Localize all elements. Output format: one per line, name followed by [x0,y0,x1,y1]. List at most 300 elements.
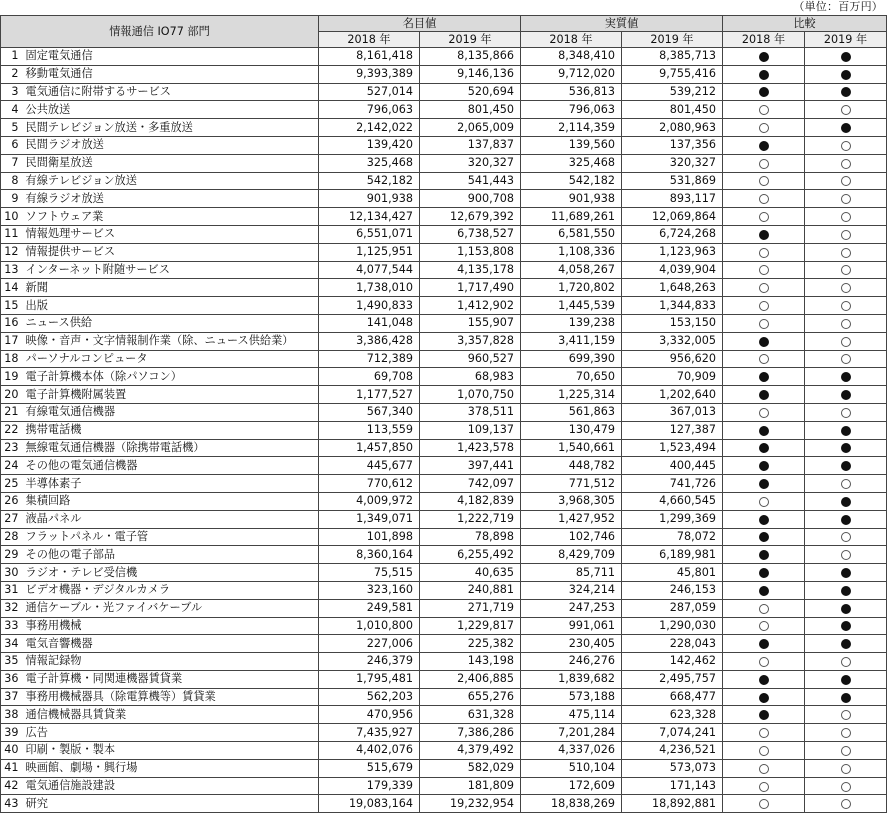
real-2019-value: 539,212 [622,83,723,101]
compare-2019-cell [805,297,887,315]
empty-circle-icon [759,354,769,364]
compare-2019-cell [805,350,887,368]
nominal-2019-value: 143,198 [420,653,521,671]
sector-name: 情報提供サービス [23,243,319,261]
sector-name: 固定電気通信 [23,48,319,66]
table-row [1,599,887,617]
filled-circle-icon [841,123,851,133]
row-number: 13 [1,261,23,279]
nominal-2018-value: 69,708 [319,368,420,386]
compare-2018-cell [723,65,805,83]
row-number: 21 [1,403,23,421]
sector-name: 有線テレビジョン放送 [23,172,319,190]
real-2018-value: 11,689,261 [521,208,622,226]
empty-circle-icon [759,123,769,133]
real-2018-value: 324,214 [521,581,622,599]
row-number: 12 [1,243,23,261]
sector-name: ビデオ機器・デジタルカメラ [23,581,319,599]
real-2018-value: 3,968,305 [521,492,622,510]
row-number: 14 [1,279,23,297]
nominal-2018-value: 4,009,972 [319,492,420,510]
nominal-2019-value: 68,983 [420,368,521,386]
nominal-2018-value: 712,389 [319,350,420,368]
nominal-2018-value: 325,468 [319,154,420,172]
filled-circle-icon [841,639,851,649]
compare-2018-cell [723,759,805,777]
compare-2018-cell [723,510,805,528]
real-2018-value: 991,061 [521,617,622,635]
sector-name: 移動電気通信 [23,65,319,83]
sector-name: 民間ラジオ放送 [23,136,319,154]
sector-name: その他の電子部品 [23,546,319,564]
table-row [1,386,887,404]
compare-2019-cell [805,759,887,777]
real-2018-value: 796,063 [521,101,622,119]
real-2018-value: 536,813 [521,83,622,101]
compare-2018-cell [723,48,805,66]
nominal-2019-value: 1,222,719 [420,510,521,528]
compare-2019-cell [805,528,887,546]
nominal-2019-value: 320,327 [420,154,521,172]
compare-2019-cell [805,457,887,475]
nominal-2019-value: 109,137 [420,421,521,439]
real-2018-value: 2,114,359 [521,119,622,137]
compare-2018-cell [723,297,805,315]
empty-circle-icon [841,301,851,311]
compare-2019-cell [805,742,887,760]
empty-circle-icon [759,159,769,169]
filled-circle-icon [841,372,851,382]
real-2019-value: 287,059 [622,599,723,617]
compare-2019-cell [805,172,887,190]
row-number: 36 [1,670,23,688]
compare-2019-cell [805,724,887,742]
sector-name: 電子計算機本体（除パソコン） [23,368,319,386]
compare-2019-cell [805,368,887,386]
empty-circle-icon [841,283,851,293]
real-2018-value: 1,108,336 [521,243,622,261]
real-2018-value: 542,182 [521,172,622,190]
table-row [1,510,887,528]
empty-circle-icon [841,657,851,667]
empty-circle-icon [841,408,851,418]
compare-2018-cell [723,617,805,635]
compare-2019-cell [805,243,887,261]
nominal-2018-value: 8,161,418 [319,48,420,66]
row-number: 16 [1,314,23,332]
real-2019-value: 4,236,521 [622,742,723,760]
row-number: 20 [1,386,23,404]
sector-name: 公共放送 [23,101,319,119]
row-number: 5 [1,119,23,137]
real-2019-value: 623,328 [622,706,723,724]
nominal-2019-value: 155,907 [420,314,521,332]
filled-circle-icon [841,497,851,507]
nominal-2018-value: 1,738,010 [319,279,420,297]
real-2019-value: 246,153 [622,581,723,599]
compare-2018-cell [723,546,805,564]
real-2019-value: 228,043 [622,635,723,653]
real-2018-value: 139,238 [521,314,622,332]
filled-circle-icon [841,426,851,436]
real-2019-value: 6,724,268 [622,225,723,243]
compare-2018-cell [723,457,805,475]
sector-name: 液晶パネル [23,510,319,528]
table-row [1,706,887,724]
compare-2019-cell [805,403,887,421]
nominal-2019-value: 8,135,866 [420,48,521,66]
empty-circle-icon [759,265,769,275]
compare-2019-cell [805,190,887,208]
sector-name: 電気音響機器 [23,635,319,653]
real-2018-value: 230,405 [521,635,622,653]
real-2019-value: 1,344,833 [622,297,723,315]
row-number: 18 [1,350,23,368]
nominal-2018-value: 3,386,428 [319,332,420,350]
filled-circle-icon [759,532,769,542]
nominal-2019-value: 271,719 [420,599,521,617]
nominal-2018-value: 75,515 [319,564,420,582]
table-row [1,742,887,760]
empty-circle-icon [759,105,769,115]
table-row [1,475,887,493]
filled-circle-icon [759,372,769,382]
table-row [1,528,887,546]
filled-circle-icon [759,515,769,525]
table-row [1,208,887,226]
compare-2018-cell [723,83,805,101]
unit-note: （単位：百万円） [793,0,883,13]
filled-circle-icon [759,675,769,685]
empty-circle-icon [759,194,769,204]
row-number: 39 [1,724,23,742]
compare-2018-cell [723,190,805,208]
compare-2019-cell [805,581,887,599]
filled-circle-icon [759,710,769,720]
nominal-2018-value: 1,349,071 [319,510,420,528]
nominal-2019-value: 6,255,492 [420,546,521,564]
compare-2018-cell [723,243,805,261]
row-number: 28 [1,528,23,546]
table-row [1,403,887,421]
table-row [1,724,887,742]
filled-circle-icon [759,337,769,347]
nominal-2018-value: 445,677 [319,457,420,475]
table-body [1,48,887,813]
table-row [1,243,887,261]
row-number: 42 [1,777,23,795]
empty-circle-icon [759,301,769,311]
compare-2018-cell [723,635,805,653]
table-row [1,48,887,66]
real-2018-value: 8,429,709 [521,546,622,564]
table-row [1,119,887,137]
compare-2018-cell [723,101,805,119]
row-number: 4 [1,101,23,119]
compare-2019-cell [805,492,887,510]
real-2019-value: 1,648,263 [622,279,723,297]
filled-circle-icon [841,515,851,525]
real-2019-value: 18,892,881 [622,795,723,813]
real-2019-value: 367,013 [622,403,723,421]
real-2019-value: 801,450 [622,101,723,119]
compare-2019-cell [805,386,887,404]
real-2018-value: 771,512 [521,475,622,493]
real-2019-header: 2019 年 [622,32,723,48]
sector-name: 電子計算機・同関連機器賃貸業 [23,670,319,688]
filled-circle-icon [759,443,769,453]
table-row [1,617,887,635]
nominal-2018-value: 9,393,389 [319,65,420,83]
filled-circle-icon [841,70,851,80]
table-row [1,136,887,154]
real-2019-value: 1,523,494 [622,439,723,457]
compare-2019-cell [805,314,887,332]
nominal-2019-value: 655,276 [420,688,521,706]
nominal-2019-value: 1,412,902 [420,297,521,315]
nominal-2018-value: 113,559 [319,421,420,439]
filled-circle-icon [759,52,769,62]
empty-circle-icon [841,710,851,720]
nominal-2019-value: 1,717,490 [420,279,521,297]
empty-circle-icon [841,265,851,275]
nominal-2018-header: 2018 年 [319,32,420,48]
real-2018-value: 1,540,661 [521,439,622,457]
compare-2018-cell [723,777,805,795]
compare-2019-cell [805,421,887,439]
nominal-2019-value: 397,441 [420,457,521,475]
nominal-2019-value: 2,406,885 [420,670,521,688]
real-2018-value: 448,782 [521,457,622,475]
compare-2019-cell [805,119,887,137]
row-number: 11 [1,225,23,243]
empty-circle-icon [841,159,851,169]
nominal-2018-value: 542,182 [319,172,420,190]
table-row [1,492,887,510]
compare-2018-cell [723,154,805,172]
real-2019-value: 741,726 [622,475,723,493]
row-number: 17 [1,332,23,350]
compare-2018-cell [723,208,805,226]
real-2019-value: 153,150 [622,314,723,332]
compare-2019-cell [805,510,887,528]
nominal-2019-value: 12,679,392 [420,208,521,226]
real-2019-value: 2,080,963 [622,119,723,137]
empty-circle-icon [841,105,851,115]
sector-name: 印刷・製版・製本 [23,742,319,760]
sector-name: 新聞 [23,279,319,297]
filled-circle-icon [759,87,769,97]
nominal-2019-value: 1,153,808 [420,243,521,261]
compare-2018-cell [723,225,805,243]
filled-circle-icon [759,141,769,151]
nominal-2018-value: 770,612 [319,475,420,493]
real-2019-value: 573,073 [622,759,723,777]
nominal-2019-value: 4,135,178 [420,261,521,279]
real-2019-value: 3,332,005 [622,332,723,350]
sector-name: 電気通信に附帯するサービス [23,83,319,101]
row-number: 3 [1,83,23,101]
real-2019-value: 78,072 [622,528,723,546]
real-2018-value: 7,201,284 [521,724,622,742]
compare-group-header: 比較 [723,16,887,32]
filled-circle-icon [841,675,851,685]
empty-circle-icon [759,604,769,614]
filled-circle-icon [759,586,769,596]
real-2019-value: 1,202,640 [622,386,723,404]
nominal-2019-value: 742,097 [420,475,521,493]
nominal-2019-value: 19,232,954 [420,795,521,813]
sector-name: 携帯電話機 [23,421,319,439]
sector-name: 有線ラジオ放送 [23,190,319,208]
empty-circle-icon [841,764,851,774]
compare-2018-cell [723,439,805,457]
row-number: 24 [1,457,23,475]
empty-circle-icon [841,354,851,364]
nominal-2018-value: 1,457,850 [319,439,420,457]
row-number: 37 [1,688,23,706]
sector-name: 集積回路 [23,492,319,510]
real-2018-value: 1,225,314 [521,386,622,404]
real-2019-value: 127,387 [622,421,723,439]
real-2019-value: 8,385,713 [622,48,723,66]
table-row [1,332,887,350]
table-row [1,225,887,243]
row-number: 34 [1,635,23,653]
compare-2019-cell [805,688,887,706]
compare-2018-cell [723,350,805,368]
sector-name: 通信ケーブル・光ファイバケーブル [23,599,319,617]
table-row [1,83,887,101]
table-row [1,101,887,119]
compare-2019-cell [805,136,887,154]
nominal-2018-value: 6,551,071 [319,225,420,243]
compare-2019-cell [805,617,887,635]
sector-name: 映画館、劇場・興行場 [23,759,319,777]
real-2018-value: 102,746 [521,528,622,546]
real-2018-header: 2018 年 [521,32,622,48]
compare-2018-cell [723,742,805,760]
table-row [1,457,887,475]
real-2018-value: 172,609 [521,777,622,795]
nominal-2019-value: 9,146,136 [420,65,521,83]
real-2018-value: 4,058,267 [521,261,622,279]
compare-2019-cell [805,279,887,297]
row-number: 27 [1,510,23,528]
row-number: 32 [1,599,23,617]
real-2018-value: 18,838,269 [521,795,622,813]
row-number: 43 [1,795,23,813]
filled-circle-icon [841,52,851,62]
nominal-2019-value: 4,182,839 [420,492,521,510]
row-number: 19 [1,368,23,386]
nominal-2018-value: 1,177,527 [319,386,420,404]
table-row [1,65,887,83]
io-sector-table [0,15,887,813]
row-number: 30 [1,564,23,582]
real-2019-value: 4,660,545 [622,492,723,510]
compare-2019-cell [805,670,887,688]
compare-2019-cell [805,225,887,243]
compare-2019-cell [805,83,887,101]
sector-name: 民間衛星放送 [23,154,319,172]
real-2019-value: 9,755,416 [622,65,723,83]
real-2019-value: 668,477 [622,688,723,706]
compare-2018-cell [723,421,805,439]
nominal-2019-value: 4,379,492 [420,742,521,760]
nominal-2019-value: 78,898 [420,528,521,546]
nominal-2018-value: 1,010,800 [319,617,420,635]
nominal-2018-value: 141,048 [319,314,420,332]
empty-circle-icon [841,212,851,222]
row-number: 8 [1,172,23,190]
table-row [1,154,887,172]
compare-2018-cell [723,706,805,724]
empty-circle-icon [841,532,851,542]
compare-2018-cell [723,724,805,742]
sector-name: その他の電気通信機器 [23,457,319,475]
nominal-2019-value: 1,070,750 [420,386,521,404]
compare-2019-header: 2019 年 [805,32,887,48]
nominal-2019-value: 960,527 [420,350,521,368]
nominal-2019-header: 2019 年 [420,32,521,48]
compare-2018-cell [723,172,805,190]
real-2018-value: 139,560 [521,136,622,154]
compare-2018-cell [723,332,805,350]
real-2018-value: 9,712,020 [521,65,622,83]
compare-2018-cell [723,403,805,421]
empty-circle-icon [841,782,851,792]
nominal-2018-value: 8,360,164 [319,546,420,564]
row-number: 23 [1,439,23,457]
compare-2018-cell [723,136,805,154]
nominal-2018-value: 139,420 [319,136,420,154]
nominal-2018-value: 246,379 [319,653,420,671]
row-number: 10 [1,208,23,226]
sector-name: 半導体素子 [23,475,319,493]
filled-circle-icon [841,390,851,400]
empty-circle-icon [759,657,769,667]
empty-circle-icon [841,319,851,329]
nominal-2018-value: 796,063 [319,101,420,119]
real-2018-value: 85,711 [521,564,622,582]
table-row [1,688,887,706]
nominal-2019-value: 520,694 [420,83,521,101]
table-row [1,314,887,332]
table-row [1,759,887,777]
empty-circle-icon [841,176,851,186]
nominal-2018-value: 101,898 [319,528,420,546]
table-row [1,172,887,190]
real-2019-value: 137,356 [622,136,723,154]
table-row [1,421,887,439]
sector-name: 映像・音声・文字情報制作業（除、ニュース供給業） [23,332,319,350]
nominal-2018-value: 1,125,951 [319,243,420,261]
empty-circle-icon [759,497,769,507]
table-row [1,368,887,386]
compare-2018-cell [723,670,805,688]
real-2019-value: 400,445 [622,457,723,475]
row-number: 2 [1,65,23,83]
sector-name: 民間テレビジョン放送・多重放送 [23,119,319,137]
table-row [1,777,887,795]
filled-circle-icon [759,568,769,578]
compare-2019-cell [805,599,887,617]
nominal-2019-value: 6,738,527 [420,225,521,243]
real-2019-value: 12,069,864 [622,208,723,226]
real-2018-value: 4,337,026 [521,742,622,760]
empty-circle-icon [841,746,851,756]
